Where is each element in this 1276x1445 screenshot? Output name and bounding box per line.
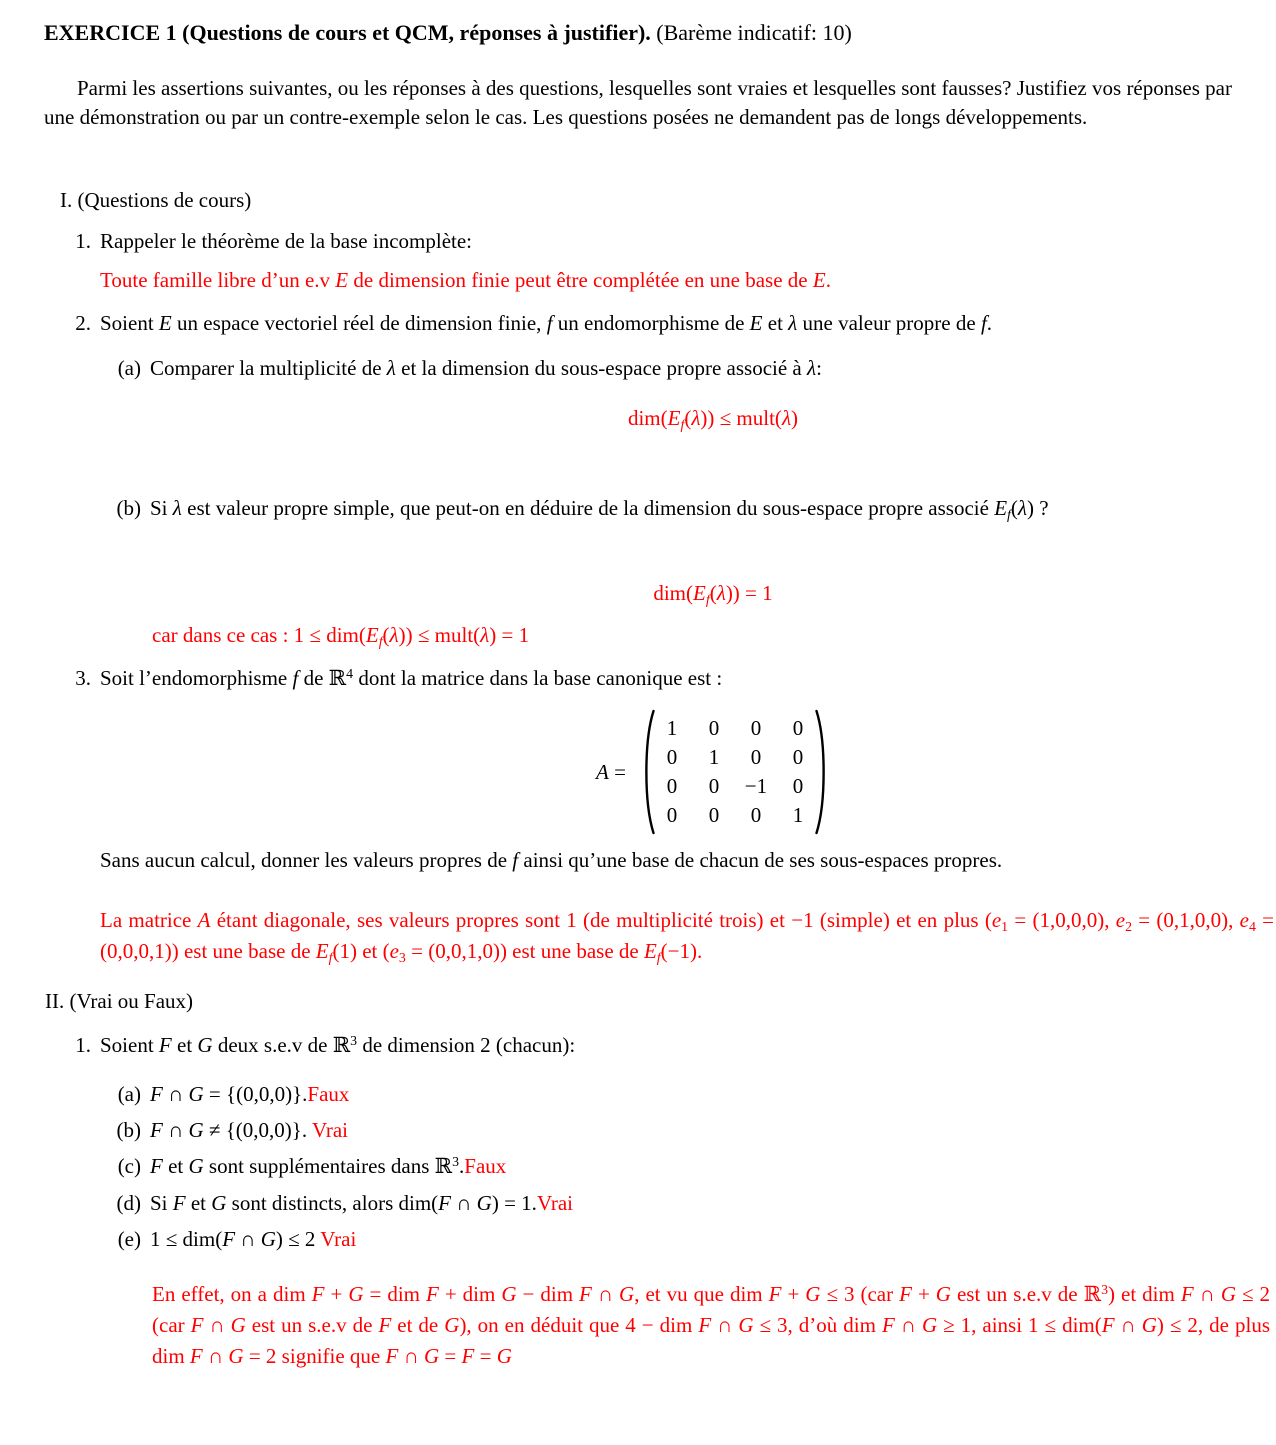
exercise-title bbox=[44, 18, 852, 47]
matrix-cell: 0 bbox=[666, 745, 678, 769]
vf-item-c-label: (c) bbox=[117, 1154, 141, 1178]
vf-question-1-text: Soient F et G deux s.e.v de ℝ$^3$ de dimension 2 (chacun): bbox=[100, 1032, 576, 1057]
vf-item-e-statement: 1 ≤ dim(F ∩ G) ≤ 2 bbox=[150, 1227, 321, 1251]
vf-item-d-statement: Si F et G sont distincts, alors dim(F ∩ G) = 1. bbox=[150, 1191, 537, 1215]
question-1 bbox=[75, 227, 473, 256]
matrix-cell: −1 bbox=[744, 774, 768, 798]
question-3-label: 3. bbox=[75, 666, 91, 690]
vf-item-b-statement: F ∩ G ≠ {(0,0,0)}. bbox=[150, 1118, 312, 1142]
intro-paragraph: Parmi les assertions suivantes, ou les réponses à des questions, lesquelles sont vraies et lesquelles sont fausses? Justifiez vos réponses par une démonstration ou par un contre-exemple selon le cas. Les questions posées ne demandent pas de longs développements. bbox=[44, 76, 1232, 129]
question-2 bbox=[75, 309, 1232, 338]
section-ii-heading: II. (Vrai ou Faux) bbox=[45, 989, 194, 1013]
question-3-text: Soit l’endomorphisme f de ℝ$^4$ dont la matrice dans la base canonique est : bbox=[100, 665, 723, 690]
vf-item-c-statement: F et G sont supplémentaires dans ℝ$^3$. bbox=[150, 1153, 465, 1178]
matrix-cell: 0 bbox=[708, 803, 720, 827]
formula-dim-leq-mult: $dim(E_f(\lambda))$ ≤ mult(λ) bbox=[627, 406, 799, 432]
question-2a-label: (a) bbox=[117, 356, 141, 380]
question-2b-label: (b) bbox=[116, 496, 141, 520]
question-2a-text: Comparer la multiplicité de λ et la dimension du sous-espace propre associé à λ: bbox=[150, 356, 822, 380]
vf-item-d-label: (d) bbox=[116, 1191, 141, 1215]
answer-2b-note: car dans ce cas : $1 \le dim(E_f(\lambda))$ ≤ mult(λ) = 1 bbox=[152, 623, 530, 649]
vf-item-d-verdict: Vrai bbox=[536, 1191, 573, 1215]
matrix-cell: 0 bbox=[792, 774, 804, 798]
matrix-cell: 1 bbox=[666, 716, 678, 740]
matrix-cell: 0 bbox=[666, 774, 678, 798]
vf-item-a-verdict: Faux bbox=[307, 1082, 350, 1106]
formula-dim-equals-1: $dim(E_f(\lambda)) = 1$ bbox=[653, 581, 773, 607]
vf-justification: En effet, on a dim F + G = dim F + dim G − dim F ∩ G, et vu que dim F + G ≤ 3 (car F + G est un s.e.v de ℝ$^3$) et dim F ∩ G ≤ 2 (car F ∩ G est un s.e.v de F et de G), on en déduit que 4 − dim F ∩ G ≤ 3, d’où dim F ∩ G ≥ 1, ainsi 1 ≤ dim(F ∩ G) ≤ 2, de plus dim F ∩ G = 2 signifie que F ∩ G = F = G bbox=[152, 1281, 1271, 1368]
matrix-equation bbox=[150, 706, 1276, 838]
matrix-lhs: A = bbox=[596, 759, 626, 784]
matrix-cell: 0 bbox=[750, 716, 762, 740]
vf-item-e-verdict: Vrai bbox=[320, 1227, 357, 1251]
vf-item-c-verdict: Faux bbox=[464, 1154, 507, 1178]
vf-item-b-verdict: Vrai bbox=[311, 1118, 349, 1142]
vf-item-b-label: (b) bbox=[116, 1118, 141, 1142]
exercise-title-bareme: (Barème indicatif: 10) bbox=[650, 20, 852, 45]
matrix-cell: 0 bbox=[750, 803, 762, 827]
matrix-cell: 0 bbox=[708, 716, 720, 740]
vf-item-b bbox=[116, 1116, 349, 1145]
right-paren-icon bbox=[815, 709, 830, 835]
vf-item-d bbox=[116, 1189, 573, 1218]
matrix-cell: 1 bbox=[792, 803, 804, 827]
vf-question-1 bbox=[75, 1031, 1232, 1060]
vf-item-a-label: (a) bbox=[117, 1082, 141, 1106]
answer-3: La matrice A étant diagonale, ses valeurs propres sont 1 (de multiplicité trois) et −1 (simple) et en plus ($e_1 = (1,0,0,0)$, $e_2 = (0,1,0,0)$, $e_4 = (0,0,0,1)$) est une base de $E_f(1)$ et $(e_3 = (0,0,1,0))$ est une base de $E_f(-1)$. bbox=[100, 908, 1274, 965]
matrix-cell: 1 bbox=[708, 745, 720, 769]
matrix-cell: 0 bbox=[792, 716, 804, 740]
matrix-cell: 0 bbox=[666, 803, 678, 827]
matrix-grid bbox=[660, 714, 810, 830]
vf-item-e-label: (e) bbox=[117, 1227, 141, 1251]
question-3-followup: Sans aucun calcul, donner les valeurs propres de f ainsi qu’une base de chacun de ses sous-espaces propres. bbox=[100, 848, 1003, 872]
question-3 bbox=[75, 664, 1232, 693]
question-2b-text: Si λ est valeur propre simple, que peut-on en déduire de la dimension du sous-espace propre associé $E_f(\lambda)$ ? bbox=[150, 496, 1049, 522]
matrix-cell: 0 bbox=[708, 774, 720, 798]
matrix-cell: 0 bbox=[750, 745, 762, 769]
answer-1: Toute famille libre d’un e.v E de dimension finie peut être complétée en une base de E. bbox=[100, 268, 831, 292]
question-1-label: 1. bbox=[75, 229, 91, 253]
exercise-title-main: EXERCICE 1 (Questions de cours et QCM, réponses à justifier). bbox=[44, 20, 651, 45]
question-1-text: Rappeler le théorème de la base incomplète: bbox=[100, 229, 473, 253]
vf-item-a bbox=[117, 1080, 350, 1109]
section-i-heading: I. (Questions de cours) bbox=[60, 188, 252, 212]
vf-item-a-statement: F ∩ G = {(0,0,0)}. bbox=[150, 1082, 308, 1106]
matrix-cell: 0 bbox=[792, 745, 804, 769]
vf-item-e bbox=[117, 1225, 357, 1254]
vf-question-1-label: 1. bbox=[75, 1033, 91, 1057]
question-2b bbox=[116, 494, 1270, 523]
question-2-text: Soient E un espace vectoriel réel de dimension finie, f un endomorphisme de E et λ une valeur propre de f. bbox=[100, 311, 993, 335]
question-2-label: 2. bbox=[75, 311, 91, 335]
question-2a bbox=[117, 354, 1250, 383]
left-paren-icon bbox=[640, 709, 655, 835]
vf-item-c bbox=[117, 1152, 507, 1181]
